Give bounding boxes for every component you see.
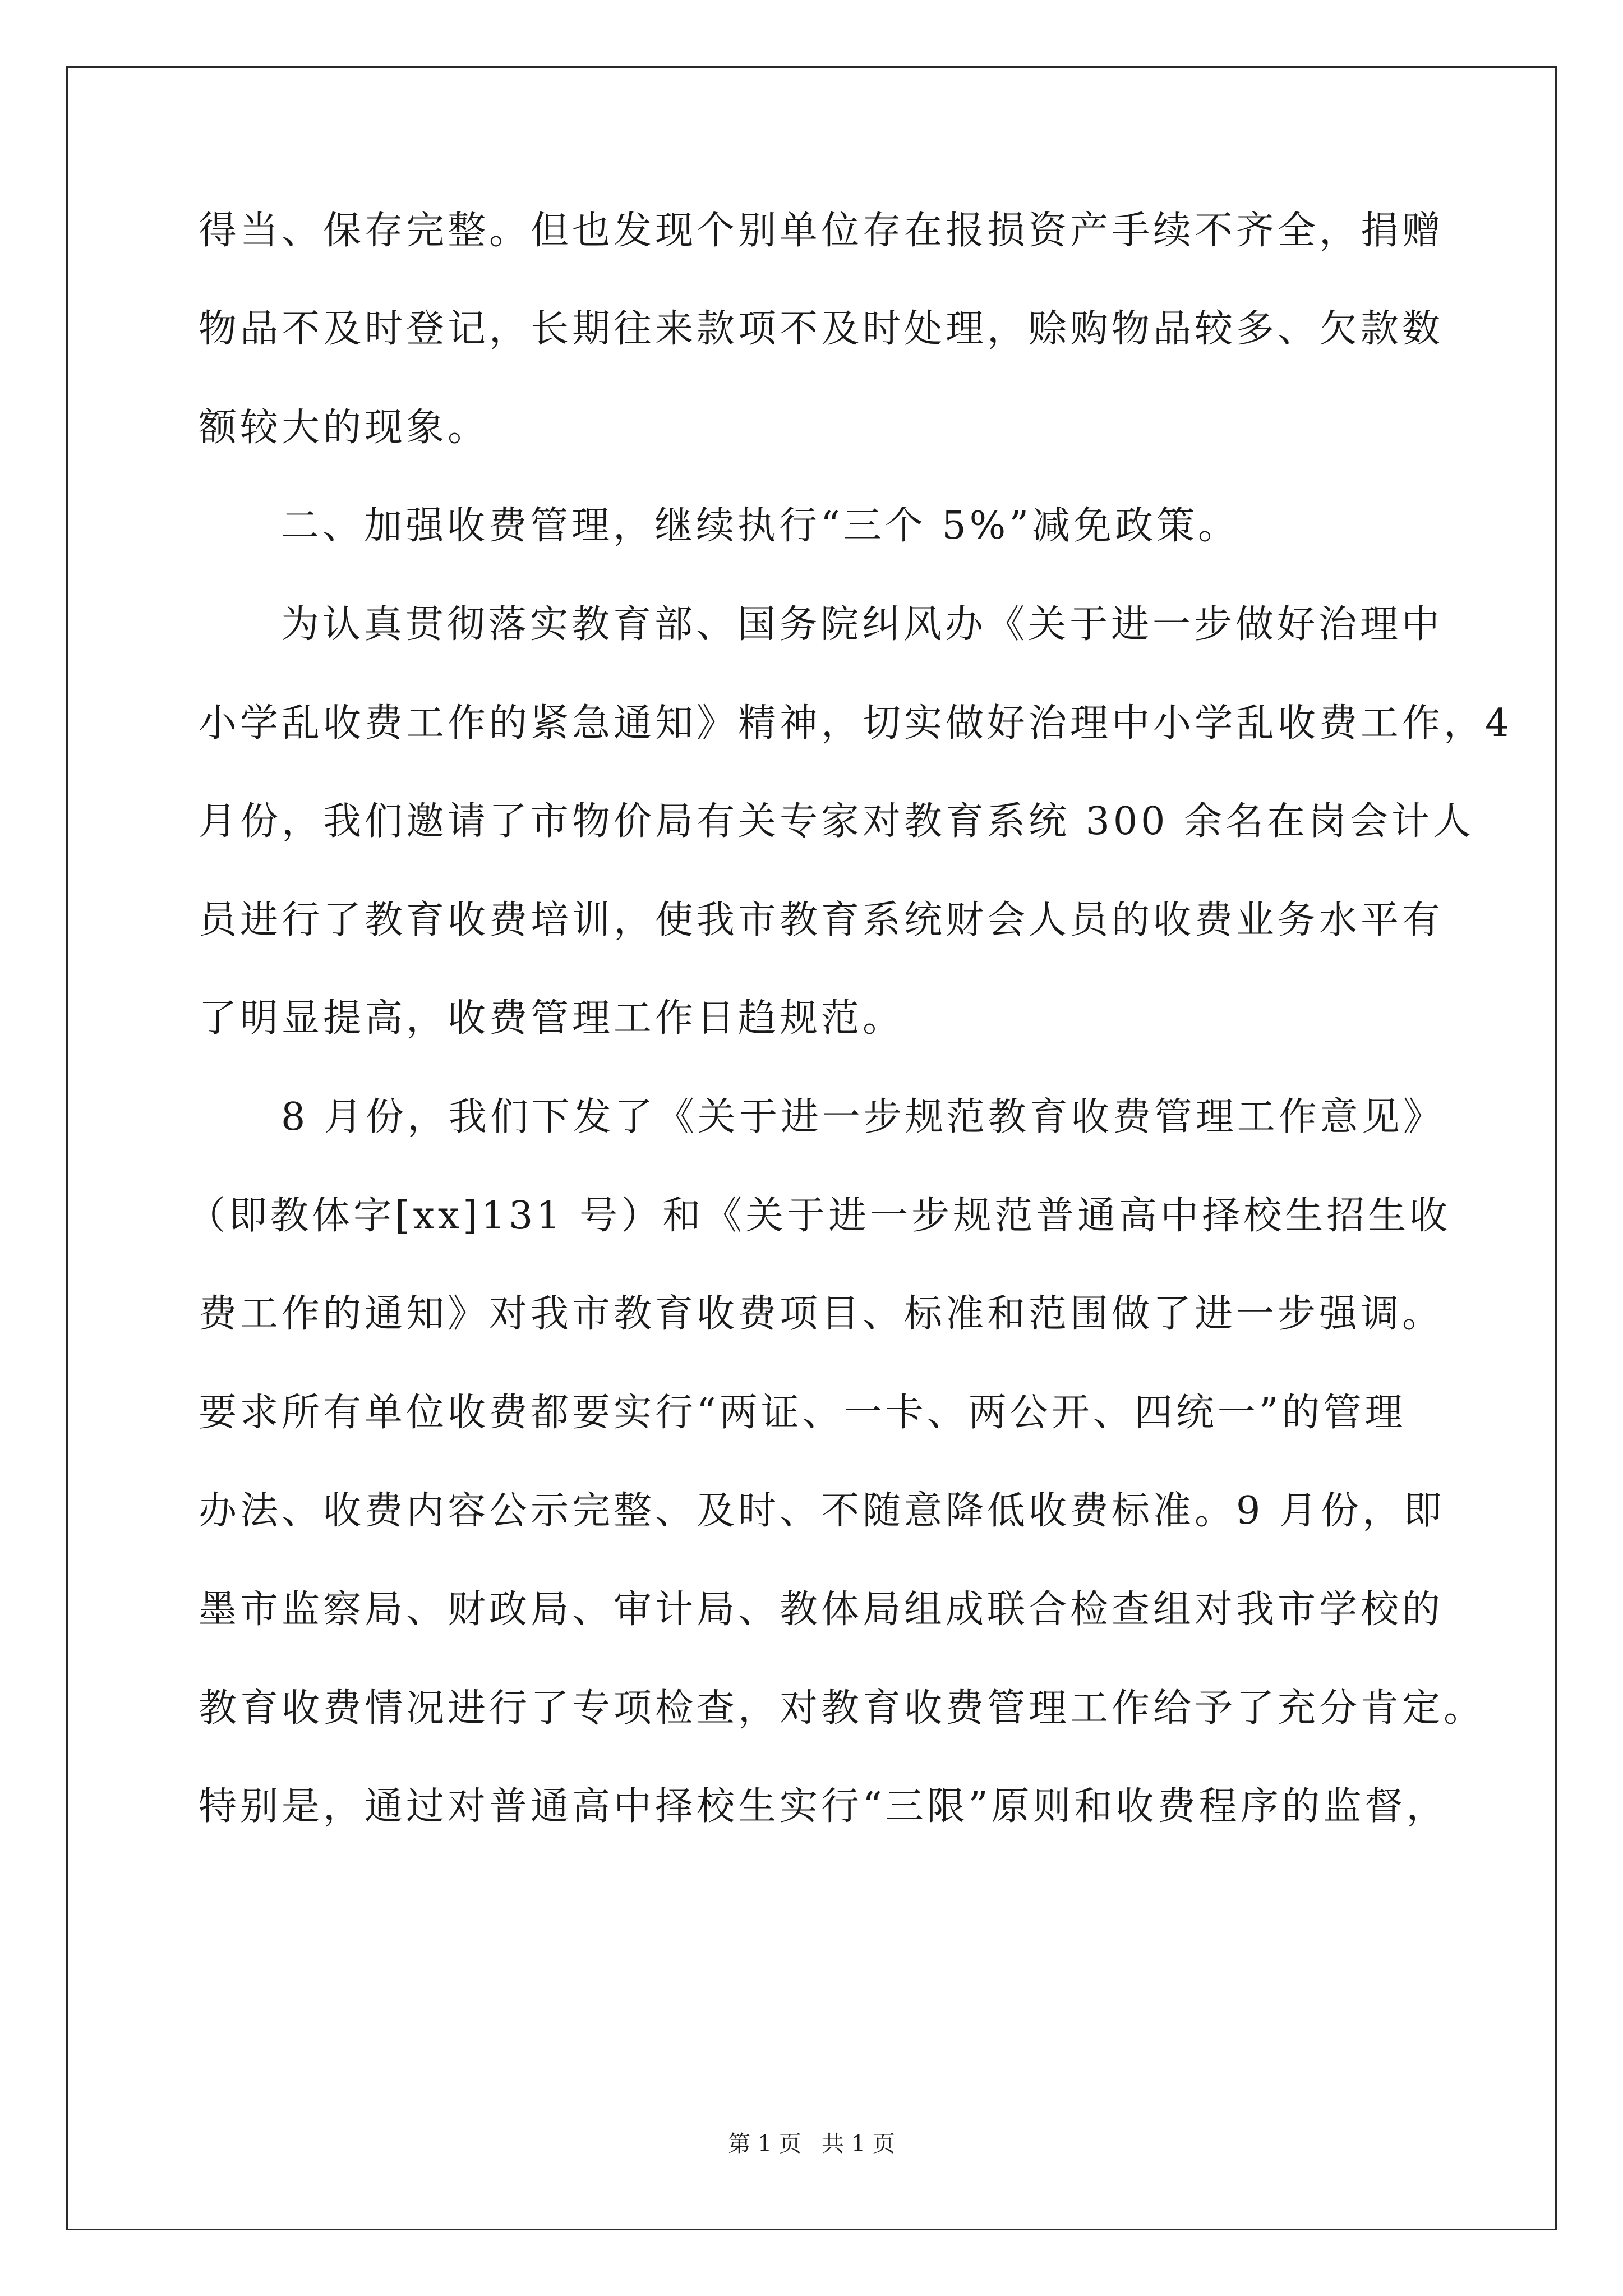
page-footer <box>0 2130 1623 2158</box>
page-total: 共 1 页 <box>822 2131 895 2157</box>
text-line: 了明显提高，收费管理工作日趋规范。 <box>199 996 905 1041</box>
text-line: 小学乱收费工作的紧急通知》精神，切实做好治理中小学乱收费工作，4 <box>199 701 1513 746</box>
page-number: 第 1 页 <box>728 2131 801 2157</box>
text-line: 墨市监察局、财政局、审计局、教体局组成联合检查组对我市学校的 <box>199 1588 1444 1632</box>
text-line: 教育收费情况进行了专项检查，对教育收费管理工作给予了充分肯定。 <box>199 1686 1486 1731</box>
text-line: 月份，我们邀请了市物价局有关专家对教育系统 300 余名在岗会计人 <box>199 799 1475 844</box>
text-line: 8 月份，我们下发了《关于进一步规范教育收费管理工作意见》 <box>281 1095 1445 1139</box>
text-line: 得当、保存完整。但也发现个别单位存在报损资产手续不齐全，捐赠 <box>199 209 1444 253</box>
text-line: （即教体字[xx]131 号）和《关于进一步规范普通高中择校生招生收 <box>187 1194 1451 1238</box>
text-line: 为认真贯彻落实教育部、国务院纠风办《关于进一步做好治理中 <box>281 602 1444 647</box>
text-line: 费工作的通知》对我市教育收费项目、标准和范围做了进一步强调。 <box>199 1292 1444 1336</box>
text-line: 要求所有单位收费都要实行“两证、一卡、两公开、四统一”的管理 <box>199 1391 1407 1435</box>
page-border <box>66 66 1557 2230</box>
text-line: 办法、收费内容公示完整、及时、不随意降低收费标准。9 月份，即 <box>199 1489 1445 1533</box>
section-heading: 二、加强收费管理，继续执行“三个 5%”减免政策。 <box>281 504 1240 548</box>
text-line: 额较大的现象。 <box>199 406 490 450</box>
text-line: 员进行了教育收费培训，使我市教育系统财会人员的收费业务水平有 <box>199 898 1444 942</box>
text-line: 物品不及时登记，长期往来款项不及时处理，赊购物品较多、欠款数 <box>199 307 1444 351</box>
text-line: 特别是，通过对普通高中择校生实行“三限”原则和收费程序的监督， <box>199 1784 1448 1829</box>
